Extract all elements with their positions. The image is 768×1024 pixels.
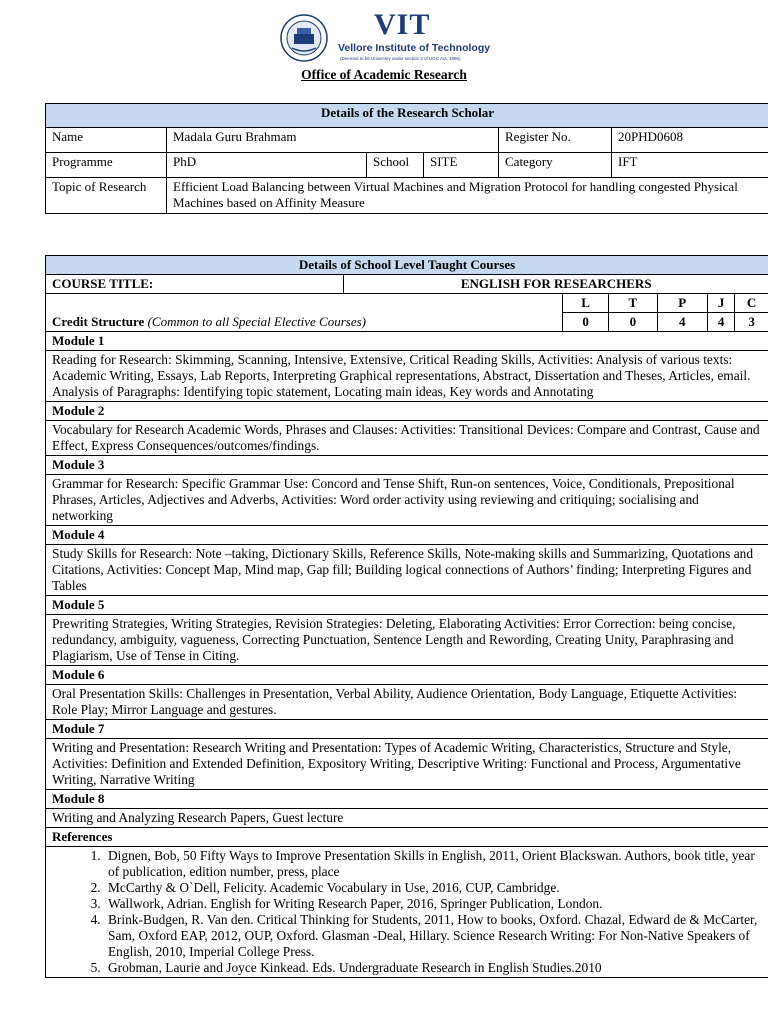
topic-label: Topic of Research — [46, 178, 167, 214]
topic-value: Efficient Load Balancing between Virtual Machines and Migration Protocol for handling congested Physical Machines based on Affinity Measure — [167, 178, 768, 214]
references-list-cell — [46, 847, 768, 978]
scholar-heading: Details of the Research Scholar — [46, 104, 768, 128]
credit-header-j: J — [707, 294, 734, 313]
credit-value-p: 4 — [657, 313, 707, 332]
references-heading: References — [46, 828, 768, 847]
vit-logo — [280, 8, 491, 64]
credit-structure-label — [46, 294, 563, 332]
programme-value: PhD — [167, 153, 367, 178]
taught-courses-table — [45, 255, 768, 978]
module-5-text: Prewriting Strategies, Writing Strategies, Revision Strategies: Deleting, Elaborating Activities: Error Correction: being concise, redundancy, ambiguity, vagueness, Correcting Punctuation, Sentence Length and Rewording, Creating Unity, Paraphrasing and Plagiarism, Use of Tense in Citing. — [46, 615, 768, 666]
name-label: Name — [46, 128, 167, 153]
module-1-text: Reading for Research: Skimming, Scanning, Intensive, Extensive, Critical Reading Skills, Activities: Analysis of various texts: Academic Writing, Essays, Lab Reports, Interpreting Graphical representations, Abstract, Dissertation and Theses, Articles, email. Analysis of Paragraphs: Identifying topic statement, Locating main ideas, Key words and Annotating — [46, 351, 768, 402]
course-title-value: ENGLISH FOR RESEARCHERS — [344, 275, 768, 294]
office-title: Office of Academic Research — [301, 67, 467, 82]
school-label: School — [367, 153, 424, 178]
module-2-text: Vocabulary for Research Academic Words, Phrases and Clauses: Activities: Transitional Devices: Compare and Contrast, Cause and Effect, Express Consequences/outcomes/findings. — [46, 421, 768, 456]
module-6-heading: Module 6 — [46, 666, 768, 685]
scholar-details-table — [45, 103, 768, 214]
credit-note: (Common to all Special Elective Courses) — [147, 314, 366, 329]
credit-value-t: 0 — [609, 313, 657, 332]
module-3-text: Grammar for Research: Specific Grammar Use: Concord and Tense Shift, Run-on sentences, Voice, Conditionals, Prepositional Phrases, Articles, Adjectives and Adverbs, Activities: Word order activity using reviewing and critiquing; socialising and networking — [46, 475, 768, 526]
module-4-text: Study Skills for Research: Note –taking, Dictionary Skills, Reference Skills, Note-making skills and Summarizing, Quotations and Citations, Activities: Concept Map, Mind map, Gap fill; Building logical connections of Authors’ finding; Interpreting Figures and Tables — [46, 545, 768, 596]
credit-label: Credit Structure — [52, 314, 145, 329]
university-seal-icon — [280, 14, 328, 62]
module-8-heading: Module 8 — [46, 790, 768, 809]
references-list — [52, 848, 762, 976]
credit-header-p: P — [657, 294, 707, 313]
institute-name: Vellore Institute of Technology — [338, 42, 491, 54]
module-4-heading: Module 4 — [46, 526, 768, 545]
module-5-heading: Module 5 — [46, 596, 768, 615]
reference-item: 4. Brink-Budgen, R. Van den. Critical Thinking for Students, 2011, How to books, Oxford. Chazal, Edward de & McCarter, Sam, Oxford EAP, 2012, OUP, Oxford. Glasman -Deal, Hillary. Science Research Writing: For Non-Native Speakers of English, 2010, Imperial College Press. — [104, 912, 762, 960]
category-value: IFT — [612, 153, 768, 178]
reference-item: 1. Dignen, Bob, 50 Fifty Ways to Improve Presentation Skills in English, 2011, Orient Blackswan. Authors, book title, year of publication, edition number, press, place — [104, 848, 762, 880]
category-label: Category — [499, 153, 612, 178]
module-2-heading: Module 2 — [46, 402, 768, 421]
credit-value-c: 3 — [735, 313, 768, 332]
register-label: Register No. — [499, 128, 612, 153]
module-7-text: Writing and Presentation: Research Writing and Presentation: Types of Academic Writing, Characteristics, Structure and Style, Activities: Definition and Extended Definition, Expository Writing, Descriptive Writing: Functional and Process, Argumentative Writing, Narrative Writing — [46, 739, 768, 790]
programme-label: Programme — [46, 153, 167, 178]
reference-item: 5. Grobman, Laurie and Joyce Kinkead. Eds. Undergraduate Research in English Studies.2010 — [104, 960, 762, 976]
reference-item: 2. McCarthy & O`Dell, Felicity. Academic Vocabulary in Use, 2016, CUP, Cambridge. — [104, 880, 762, 896]
reference-item: 3. Wallwork, Adrian. English for Writing Research Paper, 2016, Springer Publication, London. — [104, 896, 762, 912]
module-7-heading: Module 7 — [46, 720, 768, 739]
course-title-label: COURSE TITLE: — [46, 275, 344, 294]
institute-note: (Deemed to be University under section 3 of UGC Act, 1956) — [340, 56, 461, 61]
brand-block — [338, 8, 491, 64]
credit-value-j: 4 — [707, 313, 734, 332]
credit-header-l: L — [562, 294, 608, 313]
logo-wordmark: VIT — [374, 8, 431, 41]
credit-value-l: 0 — [562, 313, 608, 332]
register-value: 20PHD0608 — [612, 128, 768, 153]
credit-header-t: T — [609, 294, 657, 313]
credit-header-c: C — [735, 294, 768, 313]
module-1-heading: Module 1 — [46, 332, 768, 351]
courses-heading: Details of School Level Taught Courses — [46, 256, 768, 275]
school-value: SITE — [424, 153, 499, 178]
module-8-text: Writing and Analyzing Research Papers, Guest lecture — [46, 809, 768, 828]
module-3-heading: Module 3 — [46, 456, 768, 475]
name-value: Madala Guru Brahmam — [167, 128, 499, 153]
module-6-text: Oral Presentation Skills: Challenges in Presentation, Verbal Ability, Audience Orientation, Body Language, Etiquette Activities: Role Play; Mirror Language and gestures. — [46, 685, 768, 720]
